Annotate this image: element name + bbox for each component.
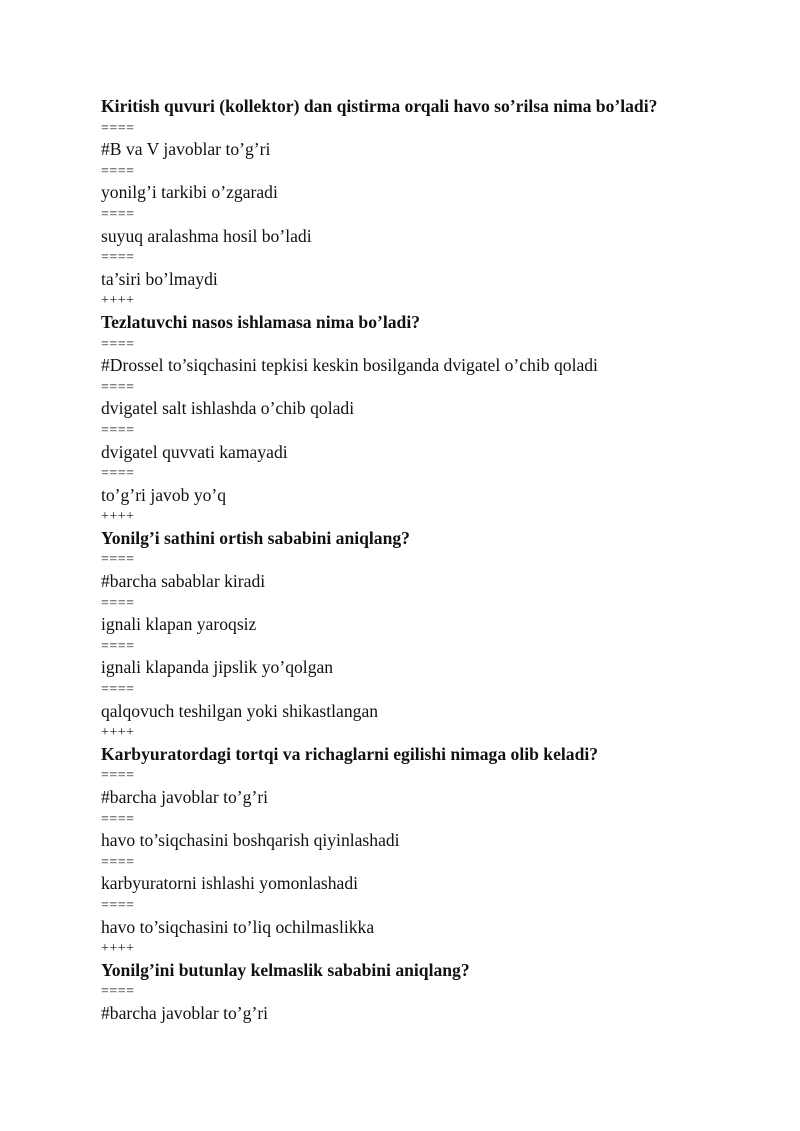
answer-option: #Drossel to’siqchasini tepkisi keskin bosilganda dvigatel o’chib qoladi xyxy=(101,355,598,376)
question-block xyxy=(101,528,761,744)
answer-separator: ==== xyxy=(101,379,135,395)
block-separator: ++++ xyxy=(101,509,135,525)
answer-option: havo to’siqchasini to’liq ochilmaslikka xyxy=(101,916,375,937)
answer-option: yonilg’i tarkibi o’zgaradi xyxy=(101,182,278,203)
answer-separator: ==== xyxy=(101,163,135,179)
block-separator: ++++ xyxy=(101,941,135,957)
question-text: Yonilg’i sathini ortish sababini aniqlang? xyxy=(101,527,410,548)
answer-separator: ==== xyxy=(101,120,135,136)
answer-separator: ==== xyxy=(101,984,135,1000)
block-separator: ++++ xyxy=(101,293,135,309)
answer-separator: ==== xyxy=(101,552,135,568)
answer-separator: ==== xyxy=(101,682,135,698)
question-text: Kiritish quvuri (kollektor) dan qistirma orqali havo so’rilsa nima bo’ladi? xyxy=(101,96,658,116)
answer-separator: ==== xyxy=(101,206,135,222)
answer-option: ta’siri bo’lmaydi xyxy=(101,268,218,289)
answer-option: havo to’siqchasini boshqarish qiyinlashadi xyxy=(101,830,400,851)
answer-option: ignali klapanda jipslik yo’qolgan xyxy=(101,657,334,678)
answer-option: to’g’ri javob yo’q xyxy=(101,484,227,505)
answer-option: dvigatel quvvati kamayadi xyxy=(101,441,288,462)
answer-option: suyuq aralashma hosil bo’ladi xyxy=(101,225,312,246)
question-block xyxy=(101,960,761,1025)
answer-option: karbyuratorni ishlashi yomonlashadi xyxy=(101,873,359,894)
question-text: Tezlatuvchi nasos ishlamasa nima bo’ladi? xyxy=(101,311,421,332)
answer-separator: ==== xyxy=(101,638,135,654)
answer-separator: ==== xyxy=(101,768,135,784)
answer-option: #barcha javoblar to’g’ri xyxy=(101,1002,269,1023)
answer-separator: ==== xyxy=(101,336,135,352)
question-text: Yonilg’ini butunlay kelmaslik sababini aniqlang? xyxy=(101,959,470,980)
answer-separator: ==== xyxy=(101,854,135,870)
question-text: Karbyuratordagi tortqi va richaglarni egilishi nimaga olib keladi? xyxy=(101,743,599,764)
answer-separator: ==== xyxy=(101,897,135,913)
answer-option: #barcha javoblar to’g’ri xyxy=(101,787,269,807)
answer-separator: ==== xyxy=(101,466,135,482)
answer-option: #barcha sabablar kiradi xyxy=(101,571,266,592)
question-block xyxy=(101,312,761,528)
answer-option: dvigatel salt ishlashda o’chib qoladi xyxy=(101,398,355,419)
answer-option: ignali klapan yaroqsiz xyxy=(101,614,257,635)
answer-separator: ==== xyxy=(101,250,135,266)
test-document xyxy=(101,96,761,1025)
answer-option: #B va V javoblar to’g’ri xyxy=(101,139,271,160)
block-separator: ++++ xyxy=(101,725,135,741)
answer-separator: ==== xyxy=(101,811,135,827)
answer-separator: ==== xyxy=(101,595,135,611)
question-block xyxy=(101,96,761,312)
question-block xyxy=(101,744,761,960)
answer-separator: ==== xyxy=(101,422,135,438)
answer-option: qalqovuch teshilgan yoki shikastlangan xyxy=(101,700,379,721)
